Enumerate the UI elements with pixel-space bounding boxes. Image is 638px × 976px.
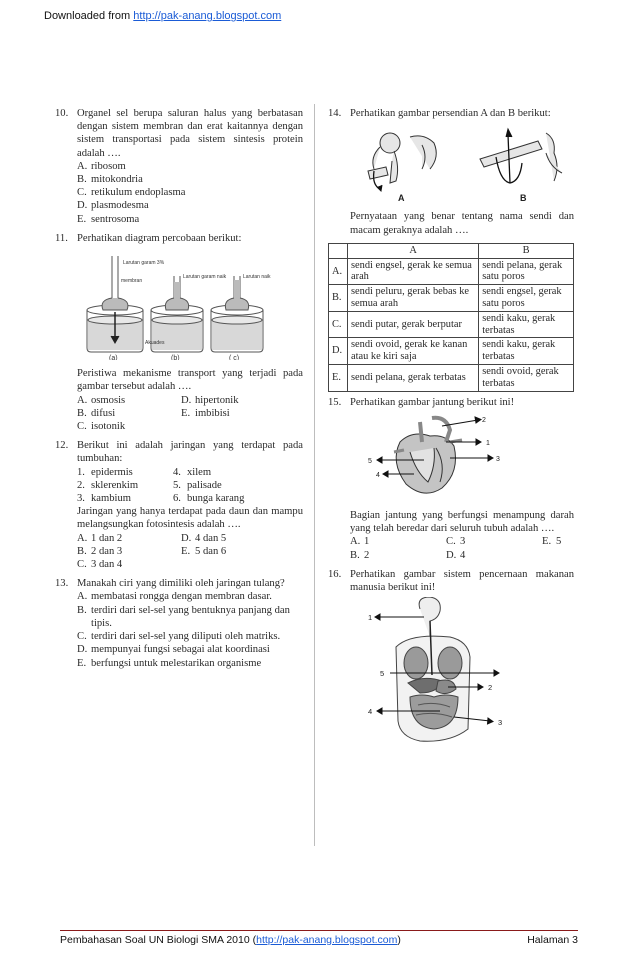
- beaker-a: [87, 256, 143, 352]
- digestive-label-2: 2: [488, 683, 493, 693]
- option-e[interactable]: E. 5: [542, 536, 562, 548]
- label-b: (b): [171, 355, 180, 361]
- question-number: 11.: [55, 232, 68, 244]
- option-row: [77, 394, 303, 407]
- question-number: 16.: [328, 568, 342, 580]
- option-c[interactable]: C. retikulum endoplasma: [77, 187, 186, 199]
- question-number: 12.: [55, 440, 69, 452]
- heart-label-3: 3: [496, 455, 500, 463]
- question-16: [328, 568, 574, 752]
- option-b[interactable]: B. 2: [350, 549, 370, 561]
- option-d[interactable]: D. 4: [446, 549, 466, 561]
- digestive-label-5: 5: [380, 669, 385, 679]
- label-larutan-naik: Larutan naik: [243, 274, 271, 281]
- download-prefix: Downloaded from: [44, 10, 134, 22]
- option-row: [77, 420, 303, 433]
- label-membran: membran: [121, 278, 143, 285]
- question-number: 15.: [328, 396, 342, 408]
- footer-suffix: ): [397, 934, 401, 946]
- footer-prefix: Pembahasan Soal UN Biologi SMA 2010 (: [60, 934, 257, 946]
- question-number: 14.: [328, 108, 342, 119]
- question-number: 13.: [55, 578, 69, 590]
- option-c[interactable]: C. 3 dan 4: [77, 559, 123, 571]
- list-item: 6. bunga karang: [173, 493, 245, 505]
- question-text: Perhatikan diagram percobaan berikut:: [77, 232, 242, 244]
- question-text-2: Pernyataan yang benar tentang nama sendi dan macam geraknya adalah ….: [350, 211, 574, 236]
- label-larutan-garam-naik: Larutan garam naik: [183, 274, 227, 281]
- list-item: 1. epidermis: [77, 466, 133, 478]
- option-row: [77, 545, 303, 558]
- heart-drawing: [394, 418, 462, 493]
- joint-figure: [350, 123, 574, 207]
- option-b[interactable]: B. terdiri dari sel-sel yang bentuknya panjang dan tipis.: [77, 604, 290, 629]
- cell-b: sendi pelana, gerak satu poros: [479, 258, 574, 285]
- option-row: [77, 558, 303, 571]
- row-letter: D.: [329, 338, 348, 365]
- list-item: 5. palisade: [173, 479, 222, 491]
- label-larutan-garam-3: Larutan garam 3%: [123, 260, 165, 267]
- figure-label-a: A: [398, 193, 405, 204]
- table-header-b: B: [479, 243, 574, 258]
- joint-b-drawing: [480, 129, 562, 183]
- beaker-c: [211, 276, 263, 352]
- option-row: [350, 535, 574, 548]
- download-source: [44, 10, 281, 22]
- option-row: [77, 532, 303, 545]
- option-e[interactable]: E. 5 dan 6: [181, 545, 227, 557]
- question-number: 10.: [55, 108, 69, 119]
- page-footer: [60, 930, 578, 946]
- option-a[interactable]: A. 1: [350, 536, 370, 548]
- table-row[interactable]: [329, 338, 574, 365]
- digestive-system-drawing: [396, 597, 470, 741]
- option-c[interactable]: C. isotonik: [77, 421, 126, 433]
- option-b[interactable]: B. 2 dan 3: [77, 545, 123, 557]
- option-e[interactable]: E. berfungsi untuk melestarikan organisme: [77, 657, 262, 669]
- option-a[interactable]: A. membatasi rongga dengan membran dasar.: [77, 591, 272, 603]
- option-d[interactable]: D. mempunyai fungsi sebagai alat koordinasi: [77, 644, 270, 656]
- question-13: [55, 577, 303, 669]
- row-letter: A.: [329, 258, 348, 285]
- heart-label-4: 4: [376, 471, 380, 479]
- question-10: [55, 107, 303, 226]
- option-c[interactable]: C. terdiri dari sel-sel yang diliputi oleh matriks.: [77, 631, 281, 643]
- heart-label-2: 2: [482, 416, 486, 424]
- question-text: Berikut ini adalah jaringan yang terdapat pada tumbuhan:: [77, 440, 303, 465]
- question-text-2: Jaringan yang hanya terdapat pada daun dan mampu melangsungkan fotosintesis adalah ….: [77, 506, 303, 531]
- option-b[interactable]: B. difusi: [77, 407, 116, 419]
- cell-b: sendi kaku, gerak terbatas: [479, 311, 574, 338]
- question-14: [328, 107, 574, 237]
- table-header-a: A: [348, 243, 479, 258]
- digestive-label-1: 1: [368, 613, 373, 623]
- question-12: [55, 439, 303, 571]
- option-d[interactable]: D. 4 dan 5: [181, 532, 227, 544]
- question-text: Perhatikan gambar jantung berikut ini!: [350, 396, 515, 408]
- answer-table: [328, 243, 574, 392]
- label-c: ( c): [229, 355, 240, 361]
- question-text: Perhatikan gambar sistem pencernaan makanan manusia berikut ini!: [350, 568, 574, 593]
- cell-a: sendi putar, gerak berputar: [348, 311, 479, 338]
- row-letter: B.: [329, 285, 348, 312]
- cell-a: sendi peluru, gerak bebas ke semua arah: [348, 285, 479, 312]
- table-header-blank: [329, 243, 348, 258]
- page-number: Halaman 3: [527, 934, 578, 946]
- cell-a: sendi ovoid, gerak ke kanan atau ke kiri saja: [348, 338, 479, 365]
- table-row[interactable]: [329, 285, 574, 312]
- question-text: Manakah ciri yang dimiliki oleh jaringan tulang?: [77, 578, 285, 590]
- cell-a: sendi pelana, gerak terbatas: [348, 364, 479, 391]
- digestive-label-4: 4: [368, 707, 373, 717]
- row-letter: E.: [329, 364, 348, 391]
- option-row: [350, 549, 574, 562]
- right-column: [328, 107, 574, 757]
- option-e[interactable]: E. imbibisi: [181, 407, 230, 419]
- list-item: 3. kambium: [77, 493, 132, 505]
- label-a: (a): [109, 355, 118, 361]
- question-15: [328, 396, 574, 562]
- option-d[interactable]: D. hipertonik: [181, 394, 239, 406]
- question-text-2: Bagian jantung yang berfungsi menampung darah yang telah beredar dari seluruh tubuh adalah ….: [350, 509, 574, 535]
- download-link[interactable]: http://pak-anang.blogspot.com: [133, 10, 282, 22]
- column-divider: [314, 104, 315, 846]
- option-d[interactable]: D. plasmodesma: [77, 200, 149, 212]
- list-item: 2. sklerenkim: [77, 479, 139, 491]
- question-text-2: Peristiwa mekanisme transport yang terjadi pada gambar tersebut adalah ….: [77, 368, 303, 393]
- joint-a-drawing: [368, 133, 436, 191]
- label-akuades: Akuades: [145, 340, 165, 347]
- question-11: [55, 232, 303, 433]
- cell-b: sendi ovoid, gerak terbatas: [479, 364, 574, 391]
- digestive-label-3: 3: [498, 718, 503, 728]
- heart-label-1: 1: [486, 439, 490, 447]
- cell-a: sendi engsel, gerak ke semua arah: [348, 258, 479, 285]
- question-text: Perhatikan gambar persendian A dan B berikut:: [350, 108, 551, 119]
- table-header-row: [329, 243, 574, 258]
- option-a[interactable]: A. ribosom: [77, 160, 126, 172]
- list-item: 4. xilem: [173, 466, 212, 478]
- list-row: [77, 479, 303, 492]
- table-row[interactable]: [329, 364, 574, 391]
- cell-b: sendi engsel, gerak satu poros: [479, 285, 574, 312]
- option-c[interactable]: C. 3: [446, 536, 466, 548]
- list-row: [77, 466, 303, 479]
- table-row[interactable]: [329, 311, 574, 338]
- figure-label-b: B: [520, 193, 527, 204]
- digestive-system-figure: [350, 597, 574, 751]
- footer-link[interactable]: http://pak-anang.blogspot.com: [256, 934, 398, 946]
- row-letter: C.: [329, 311, 348, 338]
- list-row: [77, 492, 303, 505]
- option-b[interactable]: B. mitokondria: [77, 174, 143, 186]
- option-e[interactable]: E. sentrosoma: [77, 213, 140, 225]
- heart-label-5: 5: [368, 457, 372, 465]
- option-a[interactable]: A. 1 dan 2: [77, 532, 123, 544]
- table-row[interactable]: [329, 258, 574, 285]
- question-text: Organel sel berupa saluran halus yang berbatasan dengan sistem membran dan erat kaitannya dengan sistem transportasi pada sistem sintesis protein adalah ….: [77, 108, 303, 159]
- osmosis-experiment-figure: [77, 248, 303, 364]
- left-column: [55, 107, 303, 676]
- option-a[interactable]: A. osmosis: [77, 394, 126, 406]
- heart-figure: [350, 412, 574, 506]
- cell-b: sendi kaku, gerak terbatas: [479, 338, 574, 365]
- option-row: [77, 407, 303, 420]
